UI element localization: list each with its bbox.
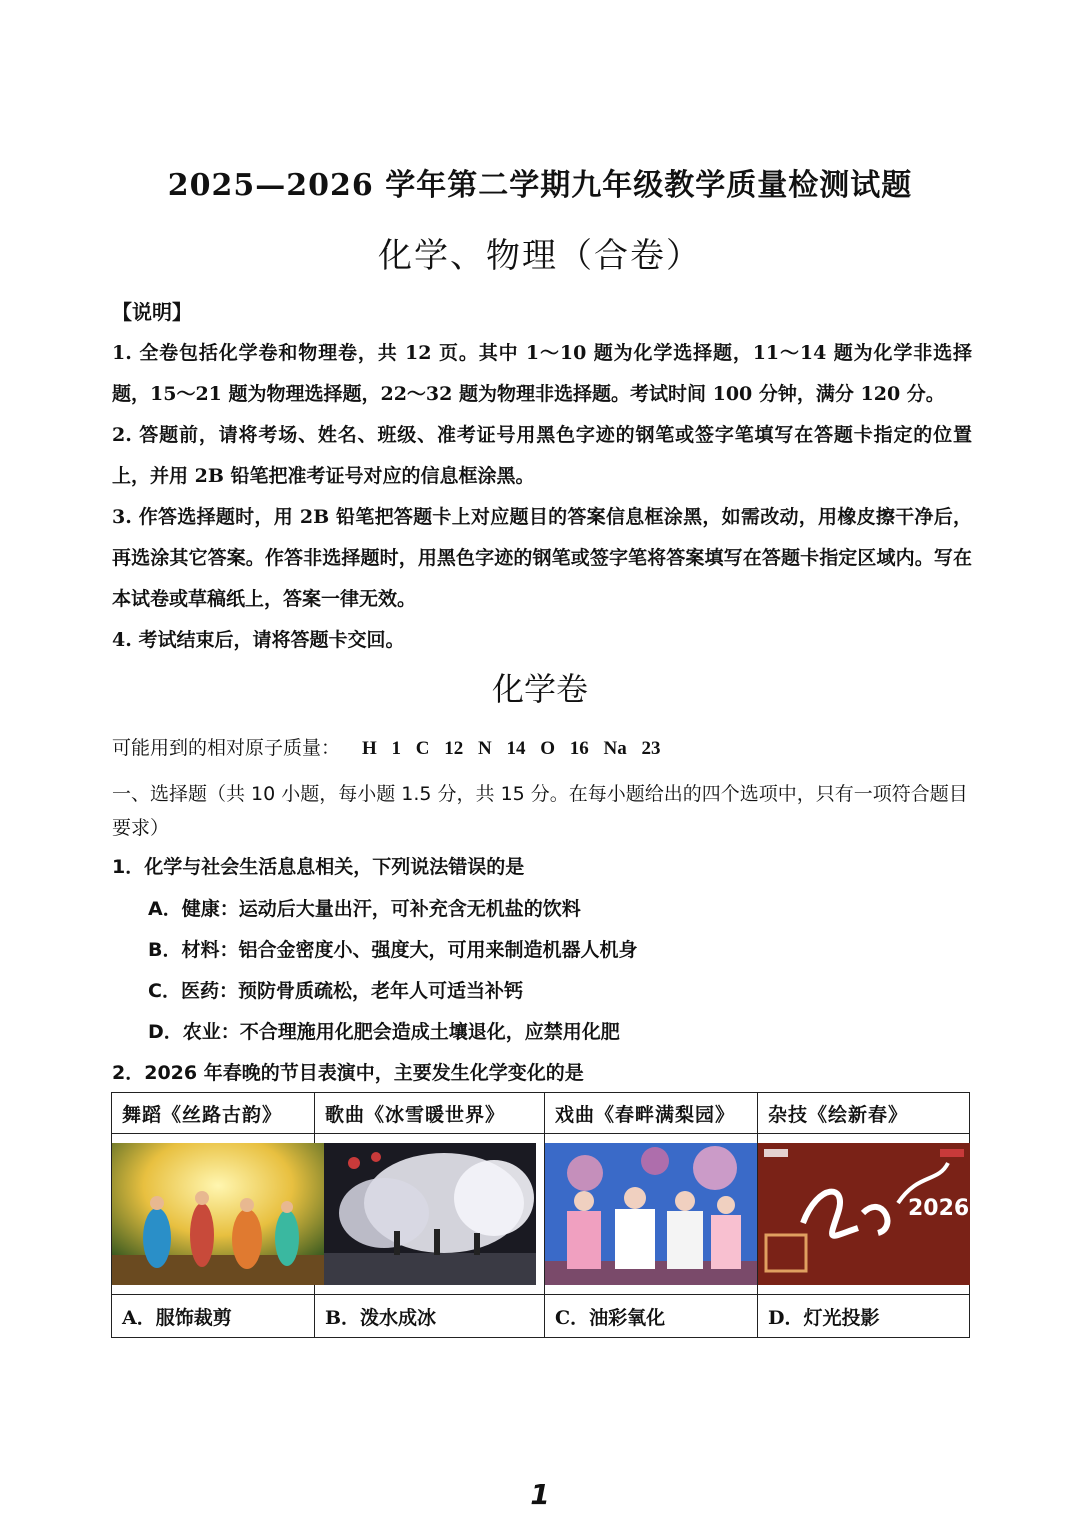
- atomic-masses-line: [112, 733, 661, 760]
- program-photo-cell: [112, 1134, 315, 1295]
- program-photo-cell: [545, 1134, 758, 1295]
- acrobatics-photo: [758, 1143, 970, 1285]
- program-photo-cell: [758, 1134, 970, 1295]
- opera-photo: [545, 1143, 757, 1285]
- question-1-option-a: A．健康：运动后大量出汗，可补充含无机盐的饮料: [148, 898, 581, 920]
- program-photo-cell: [315, 1134, 545, 1295]
- question-1-option-b: B．材料：铝合金密度小、强度大，可用来制造机器人机身: [148, 939, 638, 961]
- program-name: 歌曲《冰雪暖世界》: [315, 1093, 545, 1134]
- exam-title: 2025—2026 学年第二学期九年级教学质量检测试题: [167, 168, 913, 203]
- answer-option-c: C．油彩氧化: [545, 1295, 758, 1338]
- program-name: 杂技《绘新春》: [758, 1093, 970, 1134]
- program-header-row: [112, 1093, 970, 1134]
- atomic-mass-label: 可能用到的相对原子质量：: [112, 737, 341, 759]
- page-number: 1: [530, 1478, 550, 1511]
- question-1-option-c: C．医药：预防骨质疏松，老年人可适当补钙: [148, 980, 523, 1002]
- answer-option-d: D．灯光投影: [758, 1295, 970, 1338]
- program-name: 戏曲《春畔满梨园》: [545, 1093, 758, 1134]
- instruction-item: 3. 作答选择题时，用 2B 铅笔把答题卡上对应题目的答案信息框涂黑，如需改动，用橡皮擦干净后，再选涂其它答案。作答非选择题时，用黑色字迹的钢笔或签字笔将答案填写在答题卡指定区域内。写在本试卷或草稿纸上，答案一律无效。: [112, 506, 972, 610]
- answer-option-a: A．服饰裁剪: [112, 1295, 315, 1338]
- photo-text: 2026: [908, 1196, 970, 1221]
- dance-photo: [112, 1143, 324, 1285]
- answer-option-b: B．泼水成冰: [315, 1295, 545, 1338]
- question-1-option-d: D．农业：不合理施用化肥会造成土壤退化，应禁用化肥: [148, 1021, 620, 1043]
- atomic-mass-values: H 1 C 12 N 14 O 16 Na 23: [362, 738, 661, 759]
- question-2-stem: 2．2026 年春晚的节目表演中，主要发生化学变化的是: [112, 1062, 584, 1084]
- program-image-row: [112, 1134, 970, 1295]
- chemistry-section-title: 化学卷: [491, 670, 588, 708]
- question-1-stem: 1．化学与社会生活息息相关，下列说法错误的是: [112, 856, 525, 878]
- instructions-list: [112, 333, 972, 661]
- part1-heading: 一、选择题（共 10 小题，每小题 1.5 分，共 15 分。在每小题给出的四个选项中，只有一项符合题目要求）: [112, 783, 968, 839]
- exam-subtitle: 化学、物理（合卷）: [378, 236, 702, 276]
- program-answer-row: [112, 1295, 970, 1338]
- instructions-heading: 【说明】: [112, 300, 192, 324]
- instruction-item: 1. 全卷包括化学卷和物理卷，共 12 页。其中 1～10 题为化学选择题，11～14 题为化学非选择题，15～21 题为物理选择题，22～32 题为物理非选择题。考试时间 100 分钟，满分 120 分。: [112, 342, 972, 405]
- program-name: 舞蹈《丝路古韵》: [112, 1093, 315, 1134]
- instruction-item: 2. 答题前，请将考场、姓名、班级、准考证号用黑色字迹的钢笔或签字笔填写在答题卡指定的位置上，并用 2B 铅笔把准考证号对应的信息框涂黑。: [112, 424, 972, 487]
- instruction-item: 4. 考试结束后，请将答题卡交回。: [112, 629, 405, 651]
- program-table: [111, 1092, 970, 1338]
- ice-photo: [324, 1143, 536, 1285]
